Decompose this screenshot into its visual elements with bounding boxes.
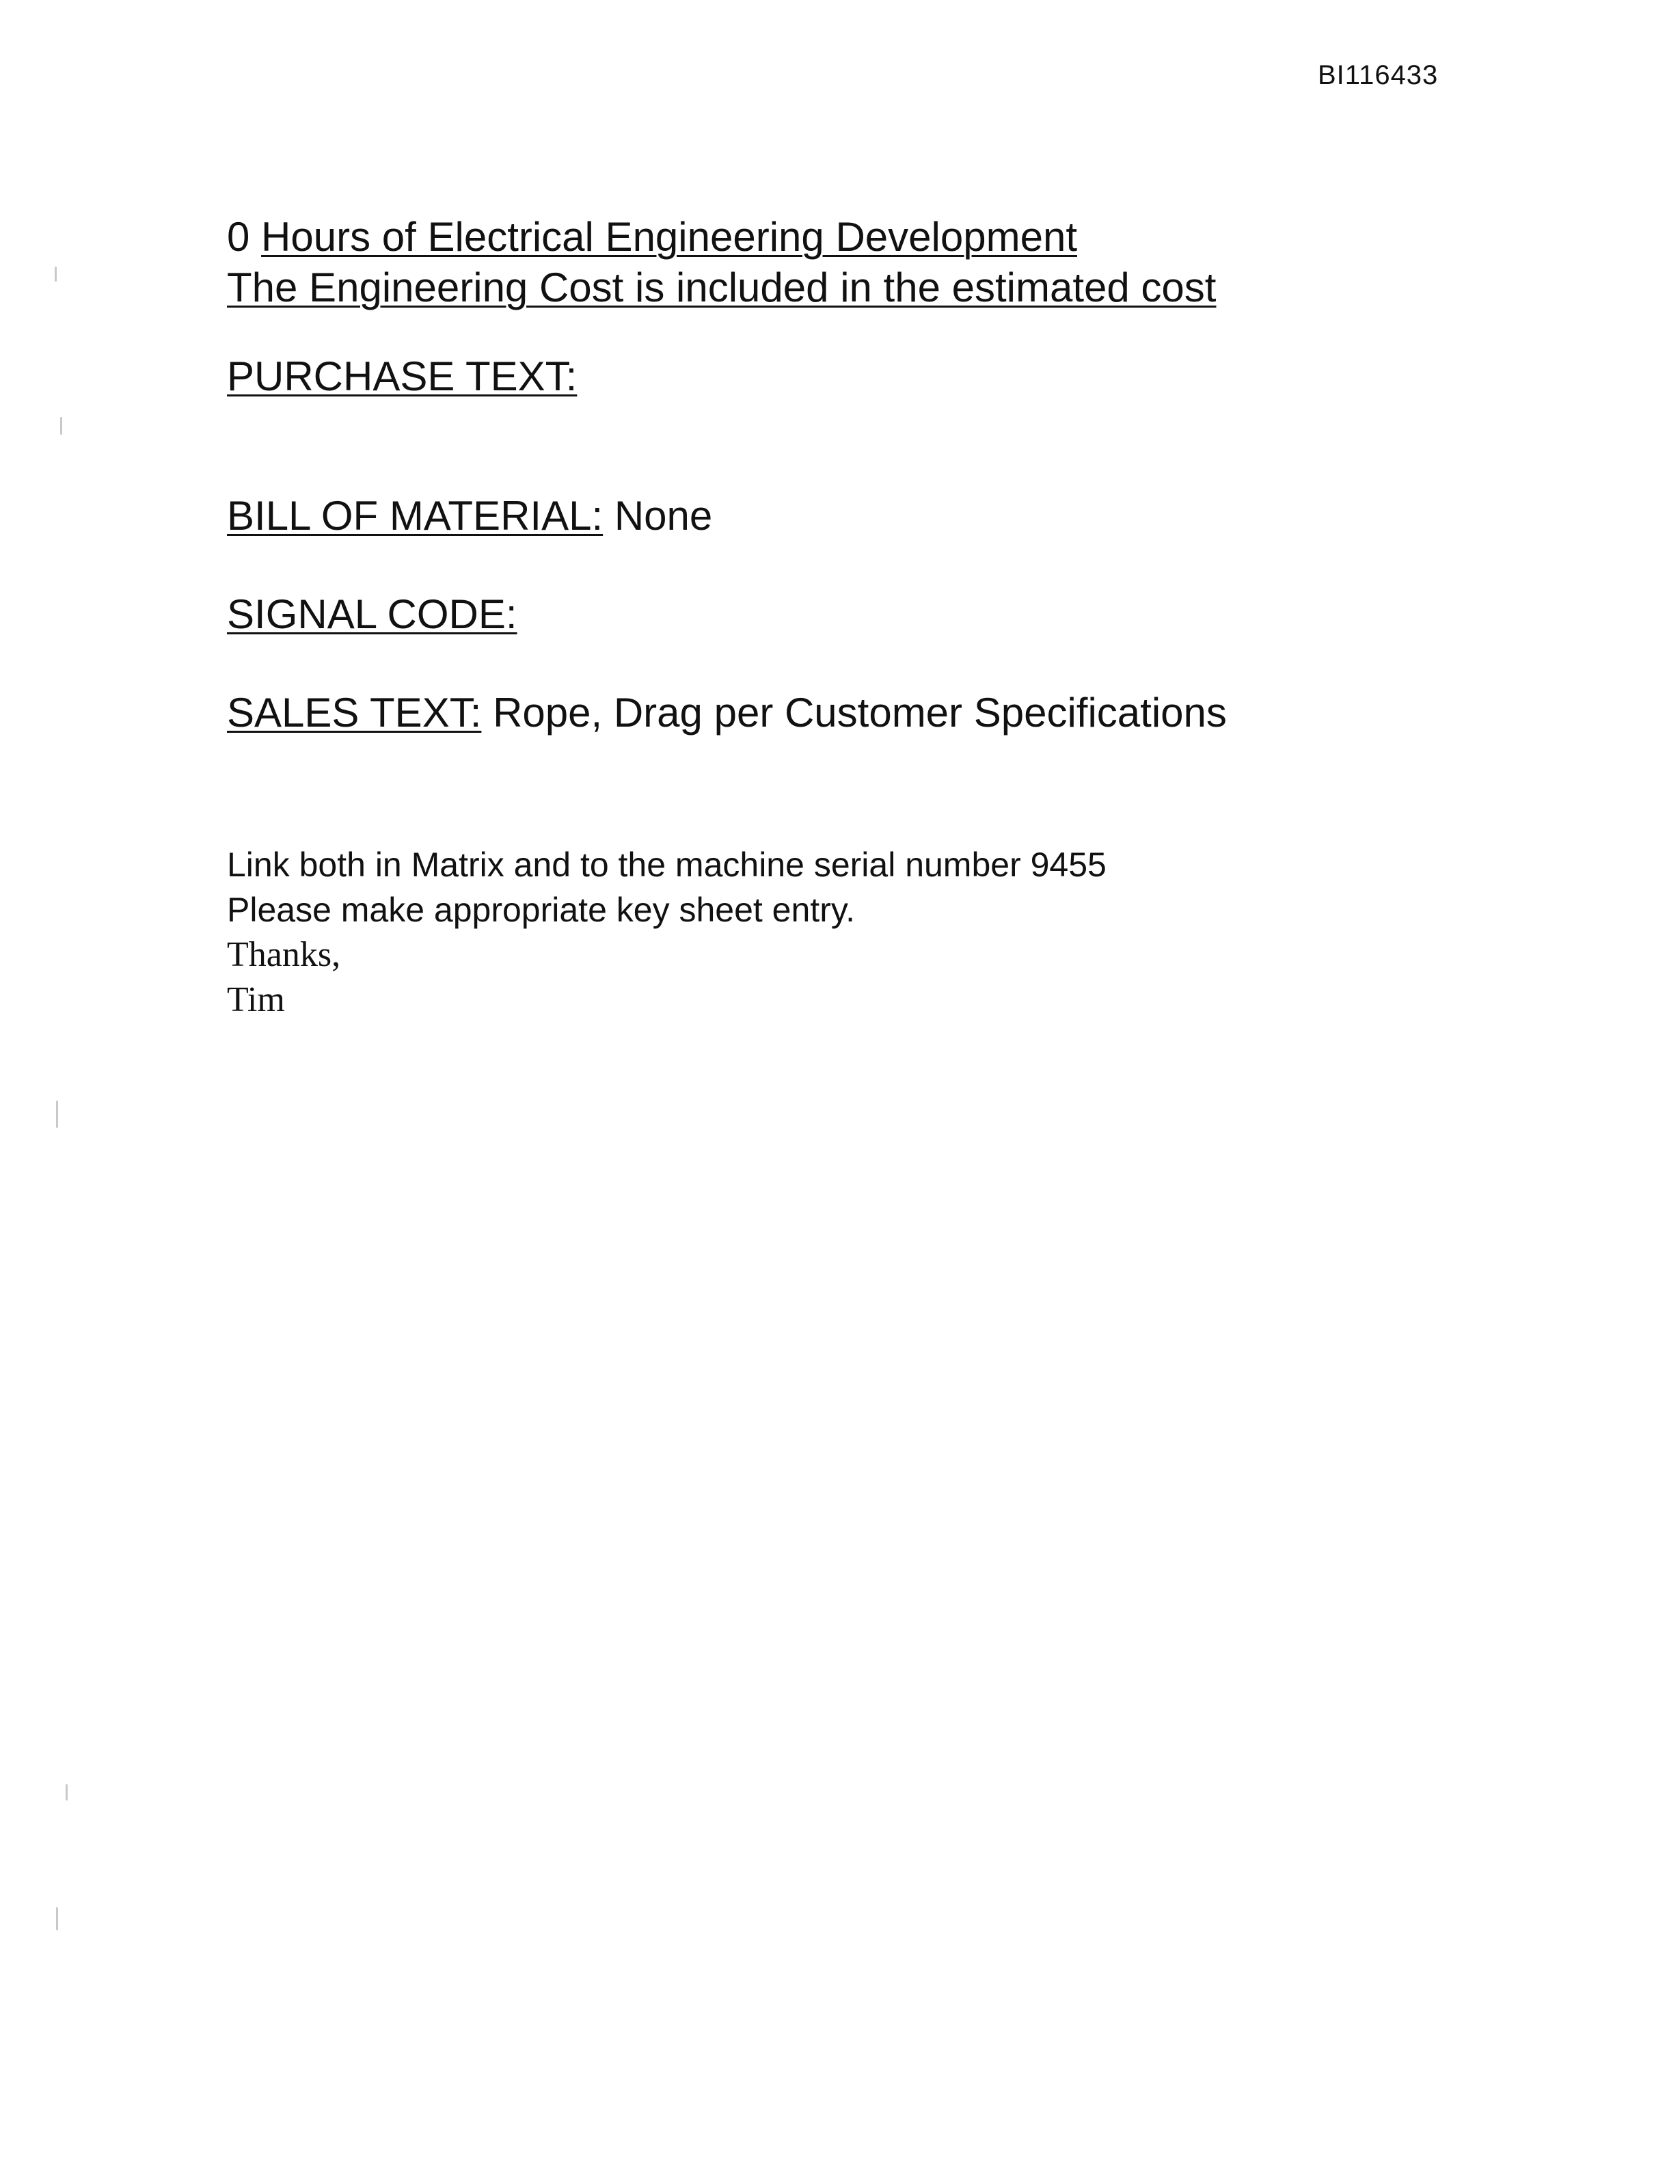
document-id: BI116433 <box>1318 60 1439 90</box>
bill-of-material-value: None <box>614 493 713 539</box>
bill-of-material-label: BILL OF MATERIAL: <box>227 493 604 539</box>
signal-code-line <box>227 589 1526 640</box>
engineering-hours-line <box>227 212 1526 262</box>
engineering-cost-text: The Engineering Cost is included in the estimated cost <box>227 265 1217 310</box>
purchase-text-line <box>227 351 1526 402</box>
signal-code-label: SIGNAL CODE: <box>227 591 517 637</box>
note-line-link: Link both in Matrix and to the machine serial number 9455 <box>227 846 1107 884</box>
scan-artifact <box>56 1101 58 1128</box>
scan-artifact <box>55 267 57 282</box>
sales-text-label: SALES TEXT: <box>227 690 482 736</box>
sales-text-value: Rope, Drag per Customer Specifications <box>493 690 1227 736</box>
scan-artifact <box>60 417 62 435</box>
scan-artifact <box>66 1784 68 1801</box>
purchase-text-label: PURCHASE TEXT: <box>227 353 578 399</box>
bill-of-material-line <box>227 491 1526 541</box>
signature-name: Tim <box>227 980 285 1019</box>
engineering-hours-text: Hours of Electrical Engineering Development <box>261 214 1077 260</box>
note-line-key-sheet: Please make appropriate key sheet entry. <box>227 891 856 929</box>
scan-artifact <box>56 1907 58 1930</box>
document-body <box>227 212 1526 1023</box>
engineering-hours-number: 0 <box>227 214 250 260</box>
sales-text-line <box>227 688 1526 738</box>
instruction-note <box>227 842 1526 1023</box>
engineering-cost-line <box>227 262 1526 313</box>
signature-closing: Thanks, <box>227 935 341 974</box>
